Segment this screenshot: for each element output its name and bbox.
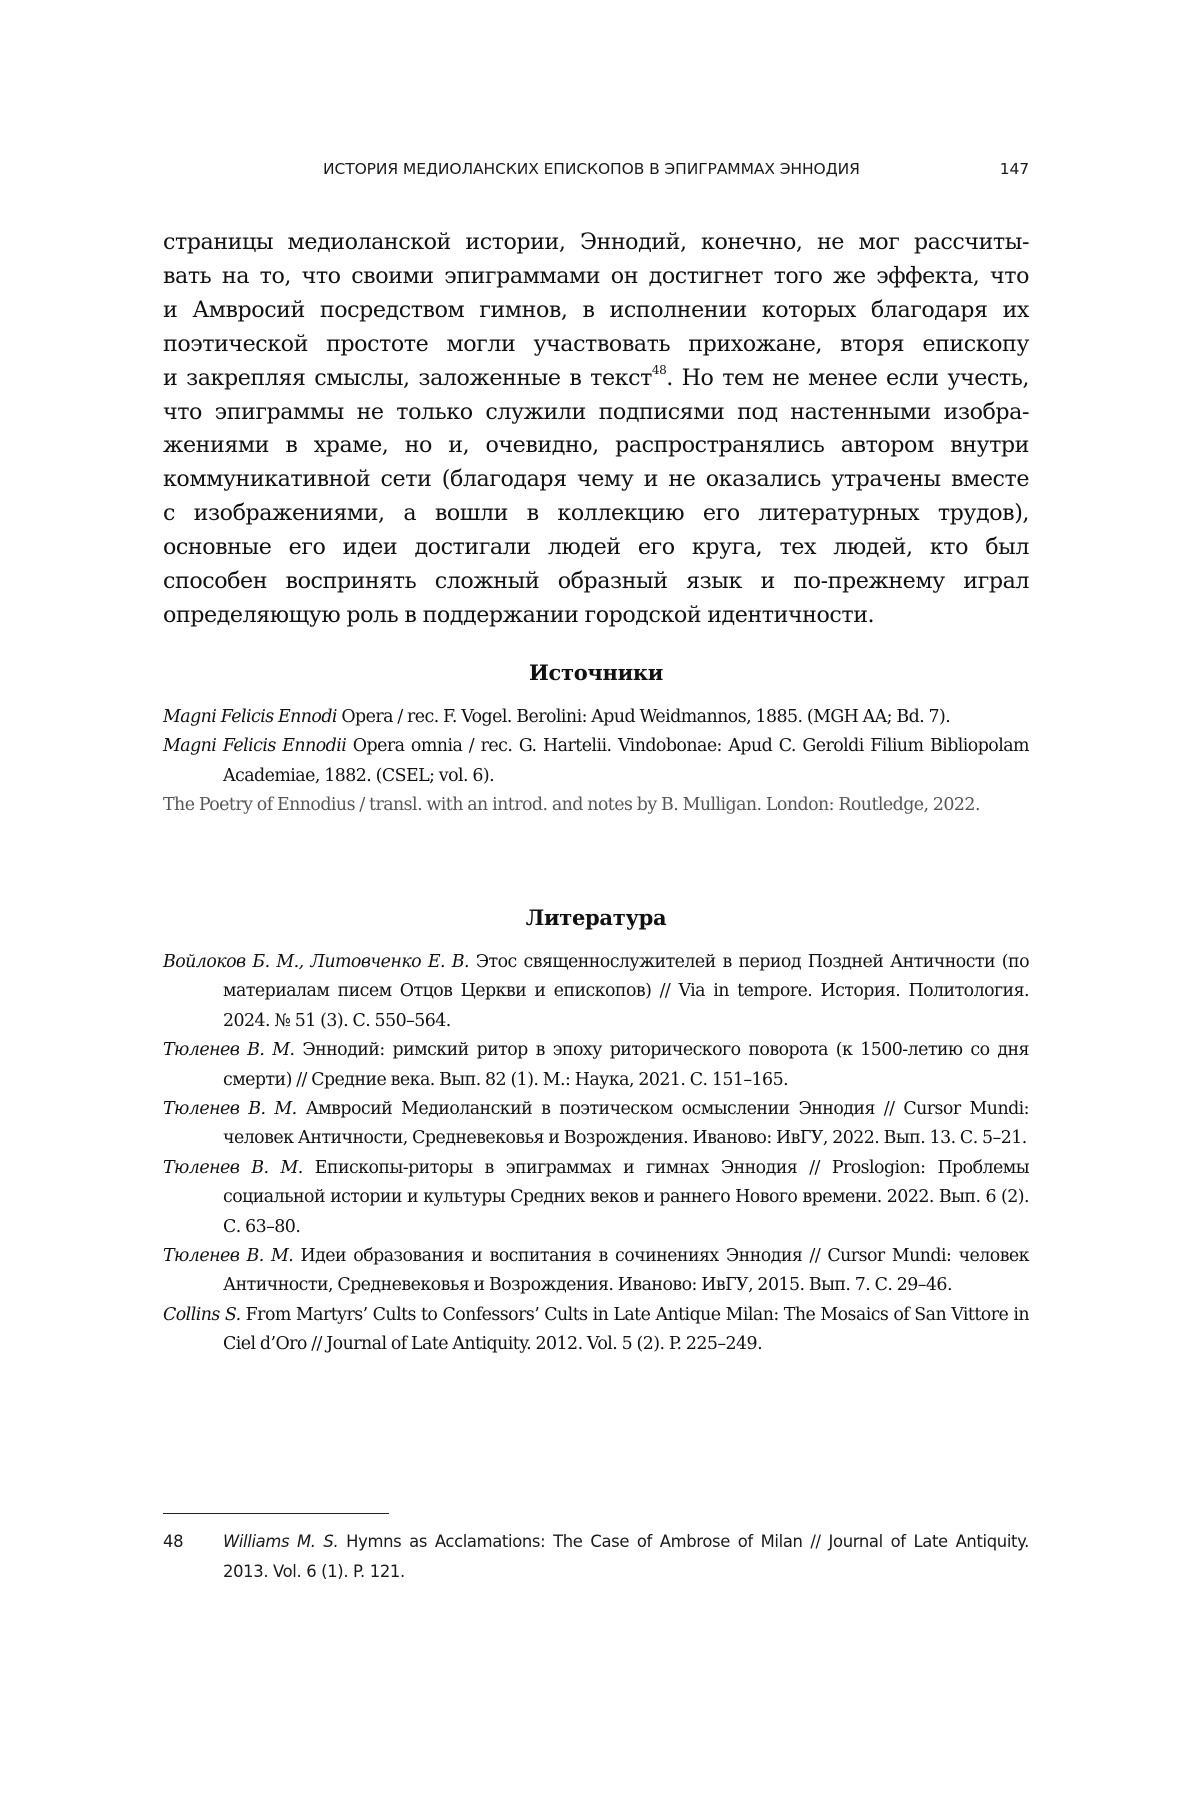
footnote: [163, 1527, 1029, 1586]
literature-text: Идеи образования и воспитания в сочинениях Эннодия // Cursor Mundi: человек Античности, Средневековья и Возрождения. Иваново: ИвГУ, 2015. Вып. 7. С. 29–46.: [223, 1246, 1029, 1296]
body-line-with-footnote: [163, 362, 1029, 396]
body-line: что эпиграммы не только служили подписями под настенными изобра-: [163, 398, 1029, 425]
body-line: страницы медиоланской истории, Эннодий, конечно, не мог рассчиты-: [163, 229, 1029, 255]
sources-heading: Источники: [528, 660, 663, 685]
footnote-reference[interactable]: 48: [651, 363, 667, 378]
body-line: коммуникативной сети (благодаря чему и не оказались утрачены вместе: [163, 466, 1029, 493]
source-entry: [163, 732, 1029, 791]
source-entry: [163, 703, 1029, 732]
footnote-body: [163, 1527, 1029, 1586]
literature-author: Тюленев В. М.: [163, 1246, 294, 1267]
literature-author: Войлоков Б. М., Литовченко Е. В.: [163, 952, 469, 972]
literature-list: [163, 948, 1029, 1360]
body-line-text: и закрепляя смыслы, заложенные в текст: [163, 364, 652, 391]
literature-heading: Литература: [525, 905, 667, 930]
page-number: 147: [999, 160, 1029, 178]
sources-list: [163, 703, 1029, 821]
literature-entry: [163, 1036, 1029, 1095]
body-line-tail: . Но тем не менее если учесть,: [666, 364, 1029, 391]
body-paragraph: [163, 226, 1029, 633]
literature-author: Collins S.: [163, 1304, 241, 1325]
literature-text: Эннодий: римский ритор в эпоху риторического поворота (к 1500-летию со дня смерти) // Средние века. Вып. 82 (1). М.: Наука, 2021. С. 151–165.: [223, 1040, 1029, 1090]
source-text: Opera / rec. F. Vogel. Berolini: Apud Weidmannos, 1885. (MGH AA; Bd. 7).: [336, 707, 951, 727]
source-author: Magni Felicis Ennodii: [163, 736, 347, 757]
source-text: Opera omnia / rec. G. Hartelii. Vindobonae: Apud C. Geroldi Filium Bibliopolam Academiae, 1882. (CSEL; vol. 6).: [223, 736, 1029, 786]
literature-text: Амвросий Медиоланский в поэтическом осмыслении Эннодия // Cursor Mundi: человек Античности, Средневековья и Возрождения. Иваново: ИвГУ, 2022. Вып. 13. С. 5–21.: [223, 1099, 1029, 1149]
literature-entry: [163, 948, 1029, 1036]
body-line: и Амвросий посредством гимнов, в исполнении которых благодаря их: [163, 296, 1029, 323]
body-line: способен воспринять сложный образный язык и по-прежнему играл: [163, 568, 1029, 595]
literature-author: Тюленев В. М.: [163, 1099, 297, 1120]
body-line: поэтической простоте могли участвовать прихожане, вторя епископу: [163, 330, 1029, 357]
literature-entry: [163, 1095, 1029, 1154]
running-title: ИСТОРИЯ МЕДИОЛАНСКИХ ЕПИСКОПОВ В ЭПИГРАММАХ ЭННОДИЯ: [323, 160, 860, 178]
footnote-author: Williams M. S.: [223, 1532, 339, 1551]
body-line: основные его идеи достигали людей его круга, тех людей, кто был: [163, 534, 1029, 561]
literature-entry: [163, 1242, 1029, 1301]
body-line: определяющую роль в поддержании городской идентичности.: [163, 601, 875, 628]
source-entry: [163, 791, 1029, 820]
body-line: вать на то, что своими эпиграммами он достигнет того же эффекта, что: [163, 262, 1029, 289]
source-text: The Poetry of Ennodius / transl. with an introd. and notes by B. Mulligan. London: Routledge, 2022.: [163, 795, 980, 816]
footnote-text: Hymns as Acclamations: The Case of Ambrose of Milan // Journal of Late Antiquity. 2013. Vol. 6 (1). P. 121.: [223, 1532, 1029, 1581]
literature-text: Этос священнослужителей в период Поздней Античности (по материалам писем Отцов Церкви и епископов) // Via in tempore. История. Политология. 2024. № 51 (3). С. 550–564.: [223, 952, 1029, 1031]
literature-entry: [163, 1154, 1029, 1242]
running-header: [163, 158, 1029, 182]
source-author: Magni Felicis Ennodi: [163, 707, 337, 727]
footnote-divider: [163, 1513, 389, 1514]
footnote-number: 48: [163, 1532, 184, 1551]
literature-entry: [163, 1301, 1029, 1360]
body-line: жениями в храме, но и, очевидно, распространялись автором внутри: [163, 432, 1029, 459]
literature-text: From Martyrs’ Cults to Confessors’ Cults in Late Antique Milan: The Mosaics of San Vittore in Ciel d’Oro // Journal of Late Antiquity. 2012. Vol. 5 (2). P. 225–249.: [223, 1304, 1029, 1355]
literature-author: Тюленев В. М.: [163, 1040, 295, 1061]
literature-author: Тюленев В. М.: [163, 1157, 303, 1178]
body-line: с изображениями, а вошли в коллекцию его литературных трудов),: [163, 500, 1029, 527]
literature-text: Епископы-риторы в эпиграммах и гимнах Эннодия // Proslogion: Проблемы социальной истории и культуры Средних веков и раннего Нового времени. 2022. Вып. 6 (2). С. 63–80.: [223, 1157, 1029, 1237]
